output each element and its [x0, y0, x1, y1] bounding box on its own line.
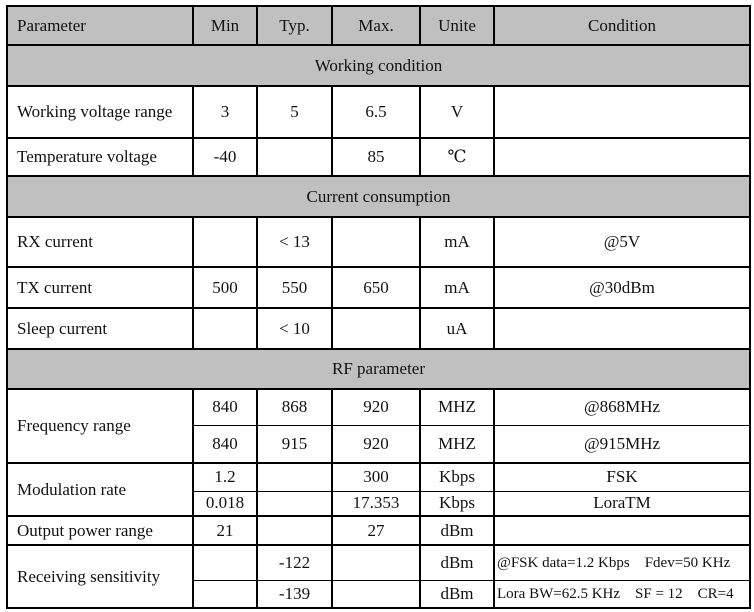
spec-table-container: [6, 5, 751, 609]
condition-cell: @868MHz: [494, 389, 750, 425]
col-header-min: Min: [193, 6, 257, 45]
param-cell: RX current: [7, 217, 193, 267]
unit-cell: dBm: [420, 580, 494, 608]
parameter-spec-table: [6, 5, 751, 609]
condition-cell: Lora BW=62.5 KHz SF = 12 CR=4: [494, 580, 750, 608]
min-cell: 840: [193, 425, 257, 463]
col-header-parameter: Parameter: [7, 6, 193, 45]
param-cell: Frequency range: [7, 389, 193, 463]
unit-cell: dBm: [420, 545, 494, 580]
param-cell: Working voltage range: [7, 86, 193, 138]
unit-cell: uA: [420, 308, 494, 349]
typ-cell: 550: [257, 267, 332, 308]
header-row: [7, 6, 750, 45]
param-cell: TX current: [7, 267, 193, 308]
max-cell: [332, 580, 420, 608]
min-cell: [193, 308, 257, 349]
col-header-typ: Typ.: [257, 6, 332, 45]
typ-cell: 868: [257, 389, 332, 425]
section-title: Current consumption: [7, 176, 750, 217]
min-cell: 3: [193, 86, 257, 138]
min-cell: 1.2: [193, 463, 257, 491]
min-cell: 0.018: [193, 491, 257, 516]
max-cell: 6.5: [332, 86, 420, 138]
typ-cell: -122: [257, 545, 332, 580]
unit-cell: dBm: [420, 516, 494, 545]
max-cell: 85: [332, 138, 420, 176]
max-cell: [332, 308, 420, 349]
section-title: Working condition: [7, 45, 750, 86]
max-cell: 920: [332, 389, 420, 425]
unit-cell: mA: [420, 217, 494, 267]
max-cell: [332, 545, 420, 580]
condition-cell: LoraTM: [494, 491, 750, 516]
table-row: [7, 516, 750, 545]
param-cell: Sleep current: [7, 308, 193, 349]
typ-cell: [257, 491, 332, 516]
table-row: [7, 545, 750, 580]
typ-cell: [257, 516, 332, 545]
unit-cell: V: [420, 86, 494, 138]
table-row: [7, 308, 750, 349]
col-header-unit: Unite: [420, 6, 494, 45]
section-row-current-consumption: [7, 176, 750, 217]
table-row: [7, 86, 750, 138]
condition-cell: @30dBm: [494, 267, 750, 308]
min-cell: [193, 580, 257, 608]
typ-cell: < 10: [257, 308, 332, 349]
typ-cell: 5: [257, 86, 332, 138]
param-cell: Receiving sensitivity: [7, 545, 193, 608]
param-cell: Output power range: [7, 516, 193, 545]
param-cell: Modulation rate: [7, 463, 193, 516]
min-cell: 840: [193, 389, 257, 425]
min-cell: [193, 545, 257, 580]
unit-cell: Kbps: [420, 463, 494, 491]
condition-cell: @915MHz: [494, 425, 750, 463]
condition-cell: [494, 86, 750, 138]
unit-cell: Kbps: [420, 491, 494, 516]
typ-cell: [257, 138, 332, 176]
table-row: [7, 267, 750, 308]
condition-cell: [494, 138, 750, 176]
max-cell: [332, 217, 420, 267]
max-cell: 17.353: [332, 491, 420, 516]
condition-cell: @FSK data=1.2 Kbps Fdev=50 KHz: [494, 545, 750, 580]
condition-cell: FSK: [494, 463, 750, 491]
typ-cell: < 13: [257, 217, 332, 267]
max-cell: 920: [332, 425, 420, 463]
section-row-rf-parameter: [7, 349, 750, 389]
min-cell: [193, 217, 257, 267]
param-cell: Temperature voltage: [7, 138, 193, 176]
unit-cell: MHZ: [420, 425, 494, 463]
col-header-max: Max.: [332, 6, 420, 45]
section-row-working-condition: [7, 45, 750, 86]
table-row: [7, 138, 750, 176]
condition-cell: [494, 308, 750, 349]
col-header-condition: Condition: [494, 6, 750, 45]
table-row: [7, 389, 750, 425]
table-row: [7, 217, 750, 267]
min-cell: 500: [193, 267, 257, 308]
min-cell: -40: [193, 138, 257, 176]
condition-cell: [494, 516, 750, 545]
max-cell: 650: [332, 267, 420, 308]
typ-cell: -139: [257, 580, 332, 608]
max-cell: 300: [332, 463, 420, 491]
max-cell: 27: [332, 516, 420, 545]
table-row: [7, 463, 750, 491]
unit-cell: MHZ: [420, 389, 494, 425]
section-title: RF parameter: [7, 349, 750, 389]
unit-cell: ℃: [420, 138, 494, 176]
typ-cell: 915: [257, 425, 332, 463]
typ-cell: [257, 463, 332, 491]
condition-cell: @5V: [494, 217, 750, 267]
min-cell: 21: [193, 516, 257, 545]
unit-cell: mA: [420, 267, 494, 308]
